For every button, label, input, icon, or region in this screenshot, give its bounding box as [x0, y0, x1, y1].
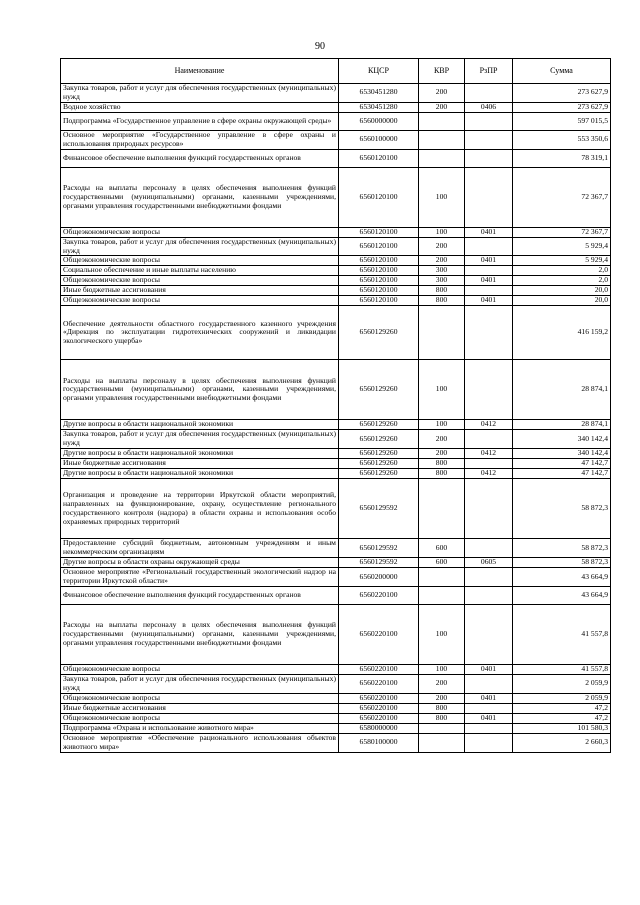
row-code: 6530451280	[339, 102, 419, 112]
row-kvr: 200	[419, 449, 465, 459]
row-code: 6560220100	[339, 713, 419, 723]
row-code: 6560120100	[339, 296, 419, 306]
row-rzpr: 0401	[465, 713, 513, 723]
row-rzpr: 0401	[465, 693, 513, 703]
row-sum: 43 664,9	[513, 568, 611, 587]
row-code: 6560120100	[339, 167, 419, 227]
row-rzpr	[465, 703, 513, 713]
row-code: 6560120100	[339, 276, 419, 286]
row-sum: 78 319,1	[513, 149, 611, 167]
row-name: Расходы на выплаты персоналу в целях обеспечения выполнения функций государственными (муниципальными) органами, казенными учреждениями, органами управления государственными внебюджетными фондами	[61, 360, 339, 420]
table-row	[61, 102, 611, 112]
table-row	[61, 286, 611, 296]
row-kvr: 100	[419, 664, 465, 674]
table-row	[61, 586, 611, 604]
row-name: Общеэкономические вопросы	[61, 256, 339, 266]
row-sum: 2,0	[513, 276, 611, 286]
row-rzpr: 0412	[465, 449, 513, 459]
row-kvr	[419, 733, 465, 752]
table-row	[61, 568, 611, 587]
row-name: Организация и проведение на территории Иркутской области мероприятий, направленных на функционирование, охрану, осуществление регионального государственного контроля (надзора) в области охраны и использования особо охраняемых природных территорий	[61, 479, 339, 539]
row-sum: 43 664,9	[513, 586, 611, 604]
row-name: Иные бюджетные ассигнования	[61, 703, 339, 713]
row-sum: 28 874,1	[513, 420, 611, 430]
row-code: 6560120100	[339, 266, 419, 276]
row-rzpr: 0605	[465, 558, 513, 568]
row-sum: 2 059,9	[513, 693, 611, 703]
row-rzpr: 0406	[465, 102, 513, 112]
row-sum: 2 059,9	[513, 674, 611, 693]
table-row	[61, 149, 611, 167]
table-row	[61, 539, 611, 558]
row-code: 6560120100	[339, 256, 419, 266]
row-kvr	[419, 479, 465, 539]
table-row	[61, 469, 611, 479]
row-name: Финансовое обеспечение выполнения функций государственных органов	[61, 149, 339, 167]
row-sum: 28 874,1	[513, 360, 611, 420]
row-code: 6560200000	[339, 568, 419, 587]
row-name: Водное хозяйство	[61, 102, 339, 112]
row-kvr: 100	[419, 420, 465, 430]
row-kvr: 100	[419, 360, 465, 420]
row-kvr	[419, 586, 465, 604]
row-kvr: 600	[419, 539, 465, 558]
row-rzpr	[465, 539, 513, 558]
row-code: 6560129260	[339, 360, 419, 420]
row-kvr: 200	[419, 256, 465, 266]
row-kvr	[419, 306, 465, 360]
row-kvr	[419, 568, 465, 587]
table-row	[61, 130, 611, 149]
row-rzpr	[465, 568, 513, 587]
table-row	[61, 360, 611, 420]
row-kvr: 200	[419, 674, 465, 693]
row-kvr	[419, 130, 465, 149]
table-row	[61, 420, 611, 430]
row-code: 6560120100	[339, 149, 419, 167]
row-code: 6560129592	[339, 539, 419, 558]
table-row	[61, 256, 611, 266]
row-kvr: 800	[419, 703, 465, 713]
row-sum: 41 557,8	[513, 664, 611, 674]
row-name: Подпрограмма «Охрана и использование животного мира»	[61, 723, 339, 733]
row-rzpr	[465, 723, 513, 733]
header-kvr: КВР	[419, 59, 465, 84]
row-sum: 20,0	[513, 296, 611, 306]
header-name: Наименование	[61, 59, 339, 84]
row-kvr: 800	[419, 459, 465, 469]
row-sum: 47,2	[513, 703, 611, 713]
row-rzpr: 0401	[465, 296, 513, 306]
row-rzpr	[465, 459, 513, 469]
table-row	[61, 733, 611, 752]
row-name: Другие вопросы в области национальной экономики	[61, 469, 339, 479]
row-rzpr	[465, 84, 513, 103]
table-row	[61, 430, 611, 449]
row-kvr: 200	[419, 430, 465, 449]
header-sum: Сумма	[513, 59, 611, 84]
row-rzpr: 0401	[465, 227, 513, 237]
row-name: Подпрограмма «Государственное управление в сфере охраны окружающей среды»	[61, 112, 339, 130]
row-kvr: 200	[419, 84, 465, 103]
row-code: 6560120100	[339, 286, 419, 296]
row-rzpr	[465, 167, 513, 227]
table-row	[61, 459, 611, 469]
table-row	[61, 296, 611, 306]
row-rzpr	[465, 306, 513, 360]
row-kvr	[419, 723, 465, 733]
row-sum: 5 929,4	[513, 256, 611, 266]
row-name: Общеэкономические вопросы	[61, 693, 339, 703]
row-code: 6560220100	[339, 604, 419, 664]
row-name: Другие вопросы в области национальной экономики	[61, 449, 339, 459]
row-code: 6560129260	[339, 306, 419, 360]
row-rzpr	[465, 430, 513, 449]
row-code: 6560220100	[339, 664, 419, 674]
table-row	[61, 449, 611, 459]
header-rzpr: РзПР	[465, 59, 513, 84]
row-name: Закупка товаров, работ и услуг для обеспечения государственных (муниципальных) нужд	[61, 430, 339, 449]
page-number: 90	[315, 41, 325, 52]
row-kvr: 600	[419, 558, 465, 568]
row-code: 6560129260	[339, 430, 419, 449]
table-row	[61, 713, 611, 723]
row-sum: 2 660,3	[513, 733, 611, 752]
row-rzpr: 0401	[465, 276, 513, 286]
row-sum: 47,2	[513, 713, 611, 723]
row-kvr: 800	[419, 713, 465, 723]
row-code: 6580000000	[339, 723, 419, 733]
table-row	[61, 703, 611, 713]
row-kvr: 200	[419, 237, 465, 256]
table-row	[61, 276, 611, 286]
row-name: Расходы на выплаты персоналу в целях обеспечения выполнения функций государственными (муниципальными) органами, казенными учреждениями, органами управления государственными внебюджетными фондами	[61, 604, 339, 664]
row-rzpr: 0412	[465, 469, 513, 479]
row-rzpr: 0401	[465, 256, 513, 266]
table-row	[61, 723, 611, 733]
table-row	[61, 664, 611, 674]
row-name: Предоставление субсидий бюджетным, автономным учреждениям и иным некоммерческим организациям	[61, 539, 339, 558]
row-kvr: 200	[419, 693, 465, 703]
row-sum: 101 580,3	[513, 723, 611, 733]
row-name: Другие вопросы в области охраны окружающей среды	[61, 558, 339, 568]
row-kvr: 800	[419, 469, 465, 479]
row-sum: 340 142,4	[513, 449, 611, 459]
table-row	[61, 112, 611, 130]
row-rzpr	[465, 586, 513, 604]
row-name: Основное мероприятие «Региональный государственный экологический надзор на территории Иркутской области»	[61, 568, 339, 587]
row-rzpr	[465, 149, 513, 167]
row-sum: 597 015,5	[513, 112, 611, 130]
table-row	[61, 84, 611, 103]
row-code: 6560220100	[339, 703, 419, 713]
row-kvr	[419, 112, 465, 130]
row-kvr: 100	[419, 227, 465, 237]
row-kvr: 800	[419, 296, 465, 306]
row-rzpr	[465, 286, 513, 296]
table-row	[61, 693, 611, 703]
row-kvr	[419, 149, 465, 167]
row-code: 6560129592	[339, 479, 419, 539]
row-name: Закупка товаров, работ и услуг для обеспечения государственных (муниципальных) нужд	[61, 237, 339, 256]
row-name: Другие вопросы в области национальной экономики	[61, 420, 339, 430]
row-sum: 58 872,3	[513, 539, 611, 558]
row-code: 6560129260	[339, 449, 419, 459]
table-row	[61, 479, 611, 539]
row-name: Общеэкономические вопросы	[61, 296, 339, 306]
row-sum: 47 142,7	[513, 459, 611, 469]
table-row	[61, 604, 611, 664]
row-code: 6560129592	[339, 558, 419, 568]
table-row	[61, 558, 611, 568]
row-sum: 416 159,2	[513, 306, 611, 360]
row-name: Обеспечение деятельности областного государственного казенного учреждения «Дирекция по эксплуатации гидротехнических сооружений и ликвидации экологического ущерба»	[61, 306, 339, 360]
row-rzpr	[465, 674, 513, 693]
row-code: 6580100000	[339, 733, 419, 752]
row-name: Расходы на выплаты персоналу в целях обеспечения выполнения функций государственными (муниципальными) органами, казенными учреждениями, органами управления государственными внебюджетными фондами	[61, 167, 339, 227]
row-kvr: 200	[419, 102, 465, 112]
header-code: КЦСР	[339, 59, 419, 84]
table-row	[61, 237, 611, 256]
row-sum: 553 350,6	[513, 130, 611, 149]
row-sum: 5 929,4	[513, 237, 611, 256]
row-sum: 58 872,3	[513, 479, 611, 539]
row-sum: 47 142,7	[513, 469, 611, 479]
row-name: Основное мероприятие «Обеспечение рационального использования объектов животного мира»	[61, 733, 339, 752]
table-row	[61, 674, 611, 693]
row-code: 6560129260	[339, 420, 419, 430]
row-rzpr: 0401	[465, 664, 513, 674]
row-rzpr	[465, 130, 513, 149]
row-name: Общеэкономические вопросы	[61, 664, 339, 674]
row-sum: 273 627,9	[513, 102, 611, 112]
table-row	[61, 266, 611, 276]
row-code: 6560220100	[339, 674, 419, 693]
table-row	[61, 227, 611, 237]
row-code: 6560220100	[339, 586, 419, 604]
row-rzpr	[465, 479, 513, 539]
row-kvr: 100	[419, 167, 465, 227]
row-rzpr	[465, 266, 513, 276]
row-name: Закупка товаров, работ и услуг для обеспечения государственных (муниципальных) нужд	[61, 674, 339, 693]
row-code: 6560120100	[339, 227, 419, 237]
row-sum: 340 142,4	[513, 430, 611, 449]
table-header-row	[61, 59, 611, 84]
row-rzpr	[465, 733, 513, 752]
table-row	[61, 306, 611, 360]
row-name: Общеэкономические вопросы	[61, 227, 339, 237]
row-name: Финансовое обеспечение выполнения функций государственных органов	[61, 586, 339, 604]
row-rzpr	[465, 604, 513, 664]
row-rzpr: 0412	[465, 420, 513, 430]
row-name: Социальное обеспечение и иные выплаты населению	[61, 266, 339, 276]
row-sum: 58 872,3	[513, 558, 611, 568]
row-sum: 72 367,7	[513, 227, 611, 237]
row-rzpr	[465, 112, 513, 130]
row-sum: 72 367,7	[513, 167, 611, 227]
row-code: 6560220100	[339, 693, 419, 703]
budget-table	[60, 58, 611, 753]
row-code: 6530451280	[339, 84, 419, 103]
row-code: 6560000000	[339, 112, 419, 130]
row-rzpr	[465, 237, 513, 256]
row-kvr: 800	[419, 286, 465, 296]
row-name: Основное мероприятие «Государственное управление в сфере охраны и использования природных ресурсов»	[61, 130, 339, 149]
row-sum: 273 627,9	[513, 84, 611, 103]
row-name: Иные бюджетные ассигнования	[61, 459, 339, 469]
row-rzpr	[465, 360, 513, 420]
row-sum: 2,0	[513, 266, 611, 276]
row-kvr: 300	[419, 276, 465, 286]
row-sum: 41 557,8	[513, 604, 611, 664]
row-code: 6560129260	[339, 459, 419, 469]
row-code: 6560120100	[339, 237, 419, 256]
row-kvr: 300	[419, 266, 465, 276]
row-sum: 20,0	[513, 286, 611, 296]
row-name: Иные бюджетные ассигнования	[61, 286, 339, 296]
row-name: Общеэкономические вопросы	[61, 276, 339, 286]
row-code: 6560129260	[339, 469, 419, 479]
table-row	[61, 167, 611, 227]
row-kvr: 100	[419, 604, 465, 664]
row-code: 6560100000	[339, 130, 419, 149]
row-name: Общеэкономические вопросы	[61, 713, 339, 723]
row-name: Закупка товаров, работ и услуг для обеспечения государственных (муниципальных) нужд	[61, 84, 339, 103]
